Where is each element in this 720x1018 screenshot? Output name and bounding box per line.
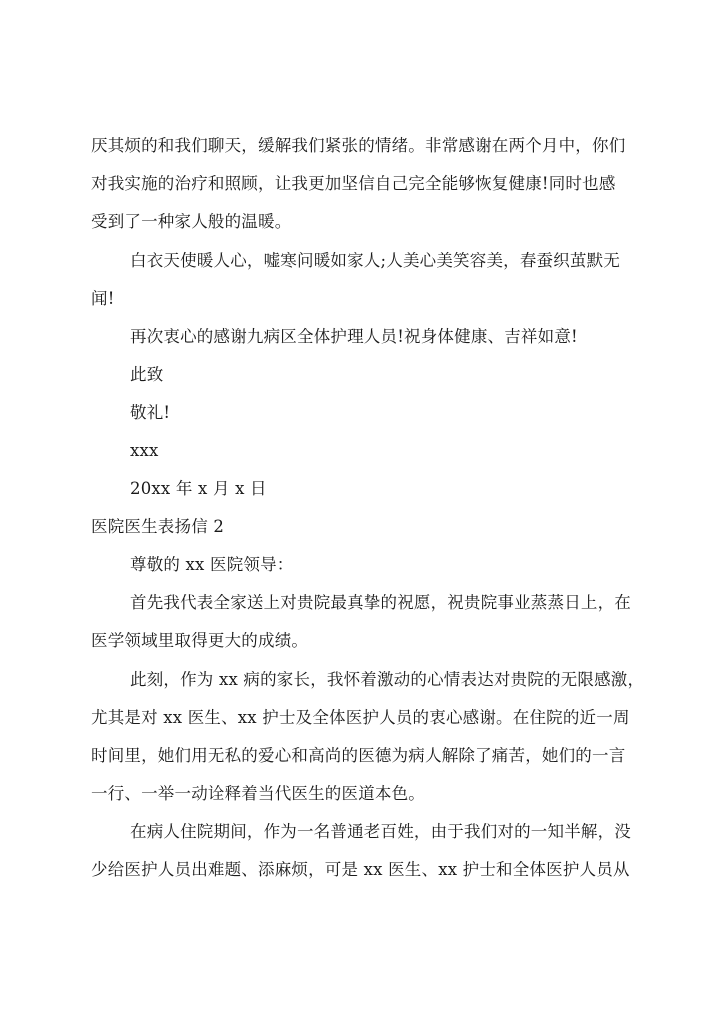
paragraph-2-line-1: 白衣天使暖人心，嘘寒问暖如家人;人美心美笑容美，春蚕织茧默无 — [130, 251, 621, 270]
paragraph-1-line-3: 受到了一种家人般的温暖。 — [91, 212, 292, 231]
salutation: 尊敬的 xx 医院领导： — [130, 555, 294, 574]
closing-regards: 此致 — [130, 365, 164, 384]
letter-date: 20xx 年 x 月 x 日 — [130, 479, 267, 498]
paragraph-6-line-2: 少给医护人员出难题、添麻烦，可是 xx 医生、xx 护士和全体医护人员从 — [91, 860, 630, 879]
paragraph-5-line-3: 时间里，她们用无私的爱心和高尚的医德为病人解除了痛苦，她们的一言 — [91, 746, 626, 765]
paragraph-5-line-4: 一行、一举一动诠释着当代医生的医道本色。 — [91, 784, 425, 803]
closing-salute: 敬礼! — [130, 403, 171, 422]
paragraph-1-line-1: 厌其烦的和我们聊天，缓解我们紧张的情绪。非常感谢在两个月中，你们 — [91, 136, 626, 155]
signature: xxx — [130, 441, 159, 460]
paragraph-4-line-1: 首先我代表全家送上对贵院最真挚的祝愿，祝贵院事业蒸蒸日上，在 — [130, 593, 631, 612]
paragraph-1-line-2: 对我实施的治疗和照顾，让我更加坚信自己完全能够恢复健康!同时也感 — [91, 174, 616, 193]
paragraph-2-line-2: 闻! — [91, 289, 115, 308]
paragraph-5-line-2: 尤其是对 xx 医生、xx 护士及全体医护人员的衷心感谢。在住院的近一周 — [91, 708, 630, 727]
paragraph-5-line-1: 此刻，作为 xx 病的家长，我怀着激动的心情表达对贵院的无限感激， — [130, 670, 645, 689]
paragraph-3: 再次衷心的感谢九病区全体护理人员!祝身体健康、吉祥如意! — [130, 327, 578, 346]
paragraph-6-line-1: 在病人住院期间，作为一名普通老百姓，由于我们对的一知半解，没 — [130, 822, 631, 841]
paragraph-4-line-2: 医学领域里取得更大的成绩。 — [91, 631, 309, 650]
section-title: 医院医生表扬信 2 — [91, 517, 225, 536]
